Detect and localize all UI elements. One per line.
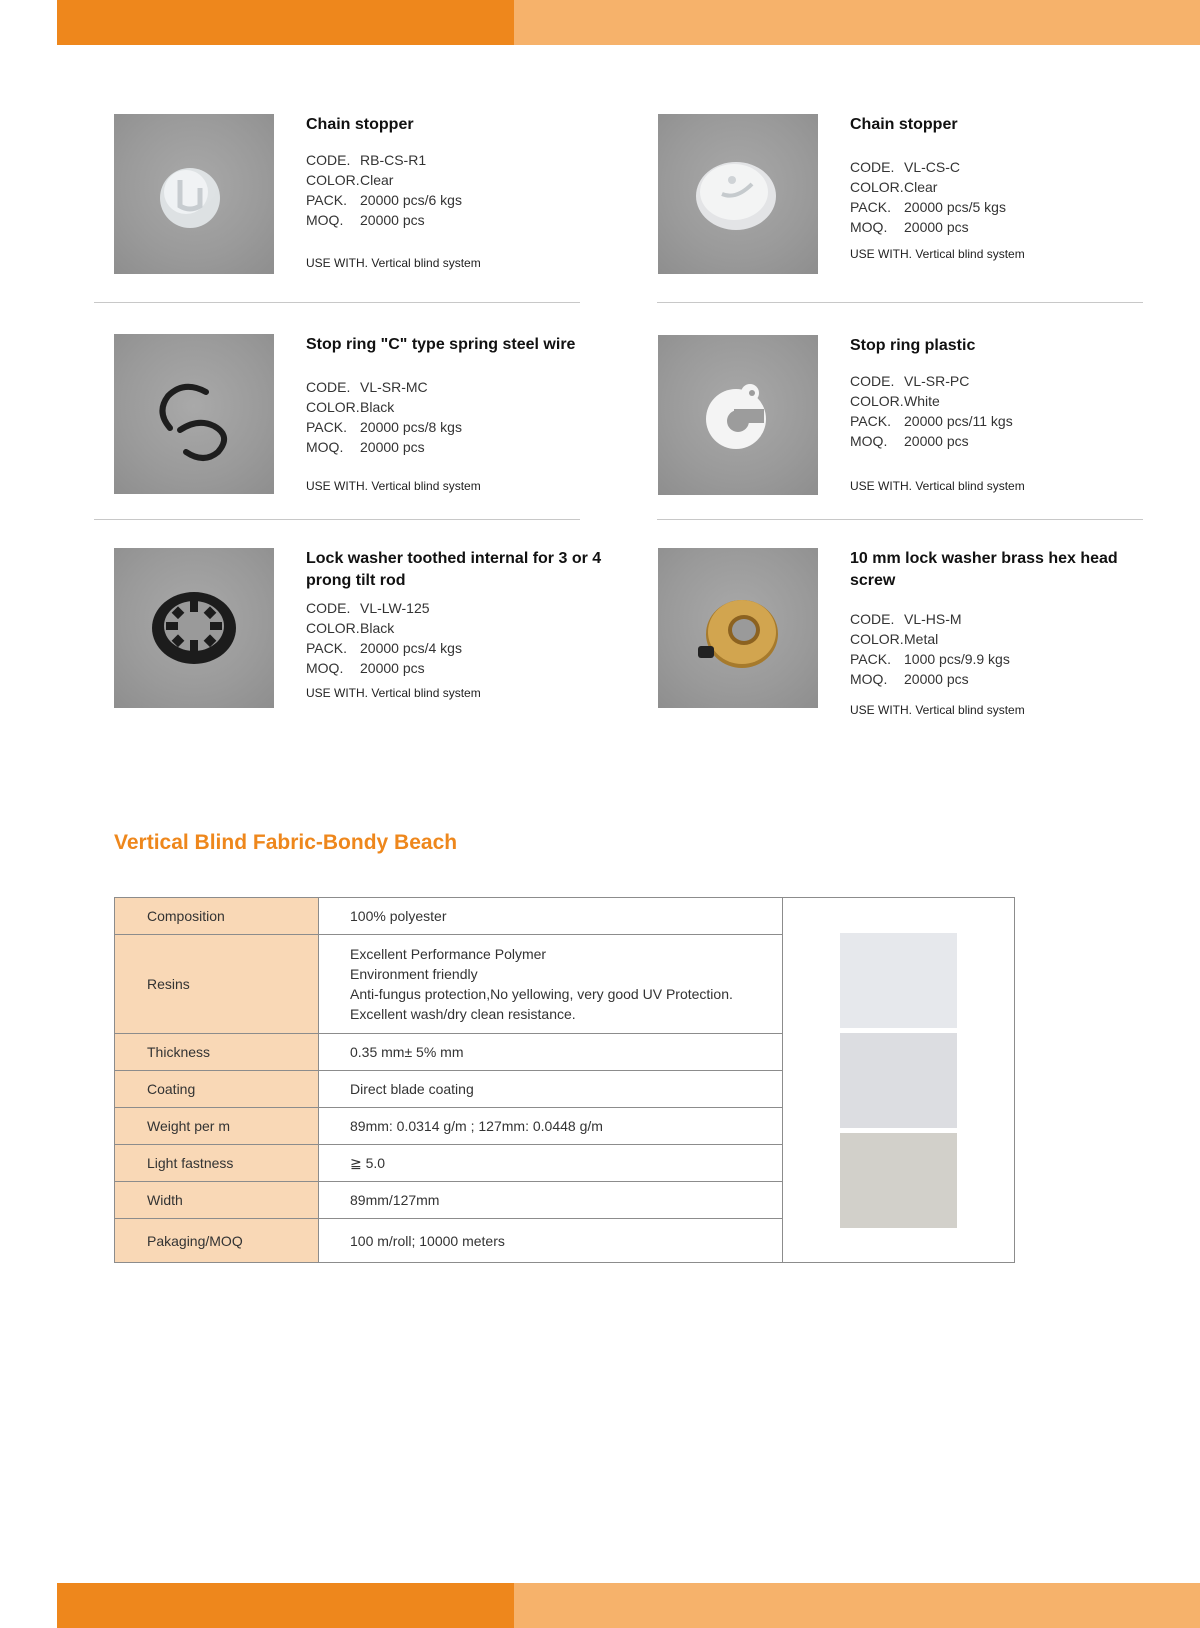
clear-disc-icon (658, 114, 818, 274)
black-c-ring-icon (114, 334, 274, 494)
row-divider (657, 519, 1143, 520)
fabric-swatch (840, 1133, 957, 1228)
product-photo (114, 334, 274, 494)
table-row (115, 1182, 782, 1219)
product-title: Lock washer toothed internal for 3 or 4 prong tilt rod (306, 550, 602, 589)
product-photo (114, 114, 274, 274)
code-label: CODE. (306, 152, 351, 168)
row-label: Pakaging/MOQ (115, 1219, 319, 1262)
use-with-text: USE WITH. Vertical blind system (850, 703, 1025, 717)
moq-value: 20000 pcs (360, 660, 425, 676)
table-row (115, 935, 782, 1034)
row-value: 100 m/roll; 10000 meters (350, 1232, 505, 1249)
code-label: CODE. (850, 611, 895, 627)
pack-value: 20000 pcs/4 kgs (360, 640, 462, 656)
use-with-text: USE WITH. Vertical blind system (850, 479, 1025, 493)
color-label: COLOR. (306, 399, 360, 415)
brass-collar-icon (658, 548, 818, 708)
fabric-swatch (840, 1033, 957, 1128)
top-header-bar (57, 0, 1200, 45)
pack-value: 20000 pcs/11 kgs (904, 413, 1013, 429)
pack-label: PACK. (850, 651, 891, 667)
table-row (115, 898, 782, 935)
code-label: CODE. (306, 600, 351, 616)
row-label: Coating (115, 1071, 319, 1107)
product-title: Stop ring plastic (850, 337, 976, 354)
use-with-text: USE WITH. Vertical blind system (306, 256, 481, 270)
code-value: RB-CS-R1 (360, 152, 427, 168)
moq-value: 20000 pcs (360, 439, 425, 455)
row-label: Width (115, 1182, 319, 1218)
pack-value: 20000 pcs/5 kgs (904, 199, 1006, 215)
color-value: Black (360, 620, 395, 636)
row-label: Light fastness (115, 1145, 319, 1181)
code-value: VL-CS-C (904, 159, 961, 175)
moq-label: MOQ. (306, 212, 344, 228)
color-value: Clear (904, 179, 938, 195)
header-bar-light-segment (514, 0, 1200, 45)
row-divider (94, 519, 580, 520)
pack-label: PACK. (306, 640, 347, 656)
table-row (115, 1145, 782, 1182)
table-row (115, 1034, 782, 1071)
white-stop-ring-icon (658, 335, 818, 495)
row-divider (657, 302, 1143, 303)
color-value: White (904, 393, 940, 409)
product-title: Chain stopper (306, 116, 414, 133)
moq-value: 20000 pcs (904, 219, 969, 235)
moq-label: MOQ. (850, 433, 888, 449)
moq-label: MOQ. (306, 660, 344, 676)
code-label: CODE. (850, 159, 895, 175)
product-title: 10 mm lock washer brass hex head screw (850, 550, 1118, 589)
pack-label: PACK. (850, 199, 891, 215)
header-bar-dark-segment (57, 0, 514, 45)
fabric-swatches (783, 898, 1014, 1262)
color-label: COLOR. (850, 631, 904, 647)
use-with-text: USE WITH. Vertical blind system (850, 247, 1025, 261)
code-label: CODE. (850, 373, 895, 389)
row-label: Composition (115, 898, 319, 934)
row-value-line: Environment friendly (350, 966, 478, 982)
code-value: VL-HS-M (904, 611, 962, 627)
row-value-line: Excellent Performance Polymer (350, 946, 547, 962)
table-row (115, 1071, 782, 1108)
fabric-spec-table (114, 897, 1015, 1263)
code-label: CODE. (306, 379, 351, 395)
moq-value: 20000 pcs (904, 671, 969, 687)
footer-bar-dark-segment (57, 1583, 514, 1628)
pack-value: 1000 pcs/9.9 kgs (904, 651, 1010, 667)
row-label: Weight per m (115, 1108, 319, 1144)
pack-label: PACK. (306, 419, 347, 435)
row-value-line: Anti-fungus protection,No yellowing, very good UV Protection. (350, 986, 733, 1002)
row-value: 89mm: 0.0314 g/m ; 127mm: 0.0448 g/m (350, 1118, 603, 1134)
product-title: Stop ring "C" type spring steel wire (306, 336, 576, 353)
color-value: Black (360, 399, 395, 415)
row-divider (94, 302, 580, 303)
row-value: ≧ 5.0 (350, 1155, 386, 1171)
clear-ball-icon (114, 114, 274, 274)
row-label: Resins (115, 935, 319, 1033)
color-value: Clear (360, 172, 394, 188)
moq-value: 20000 pcs (904, 433, 969, 449)
pack-value: 20000 pcs/6 kgs (360, 192, 462, 208)
row-value-line: Excellent wash/dry clean resistance. (350, 1006, 576, 1022)
bottom-footer-bar (57, 1583, 1200, 1628)
row-value: 89mm/127mm (350, 1192, 440, 1208)
code-value: VL-SR-PC (904, 373, 970, 389)
product-title: Chain stopper (850, 116, 958, 133)
color-label: COLOR. (306, 620, 360, 636)
product-photo (658, 335, 818, 495)
use-with-text: USE WITH. Vertical blind system (306, 479, 481, 493)
use-with-text: USE WITH. Vertical blind system (306, 686, 481, 700)
black-toothed-washer-icon (114, 548, 274, 708)
table-row (115, 1108, 782, 1145)
product-photo (114, 548, 274, 708)
row-value: 100% polyester (350, 908, 447, 924)
product-photo (658, 114, 818, 274)
table-row (115, 1219, 782, 1262)
moq-label: MOQ. (850, 219, 888, 235)
color-label: COLOR. (850, 179, 904, 195)
code-value: VL-SR-MC (360, 379, 428, 395)
color-label: COLOR. (306, 172, 360, 188)
fabric-section-title: Vertical Blind Fabric-Bondy Beach (114, 831, 458, 854)
row-label: Thickness (115, 1034, 319, 1070)
pack-label: PACK. (306, 192, 347, 208)
moq-label: MOQ. (306, 439, 344, 455)
pack-value: 20000 pcs/8 kgs (360, 419, 462, 435)
fabric-swatch (840, 933, 957, 1028)
pack-label: PACK. (850, 413, 891, 429)
row-value: Direct blade coating (350, 1081, 474, 1097)
footer-bar-light-segment (514, 1583, 1200, 1628)
moq-value: 20000 pcs (360, 212, 425, 228)
product-photo (658, 548, 818, 708)
moq-label: MOQ. (850, 671, 888, 687)
row-value: 0.35 mm± 5% mm (350, 1044, 464, 1060)
color-value: Metal (904, 631, 939, 647)
code-value: VL-LW-125 (360, 600, 430, 616)
color-label: COLOR. (850, 393, 904, 409)
